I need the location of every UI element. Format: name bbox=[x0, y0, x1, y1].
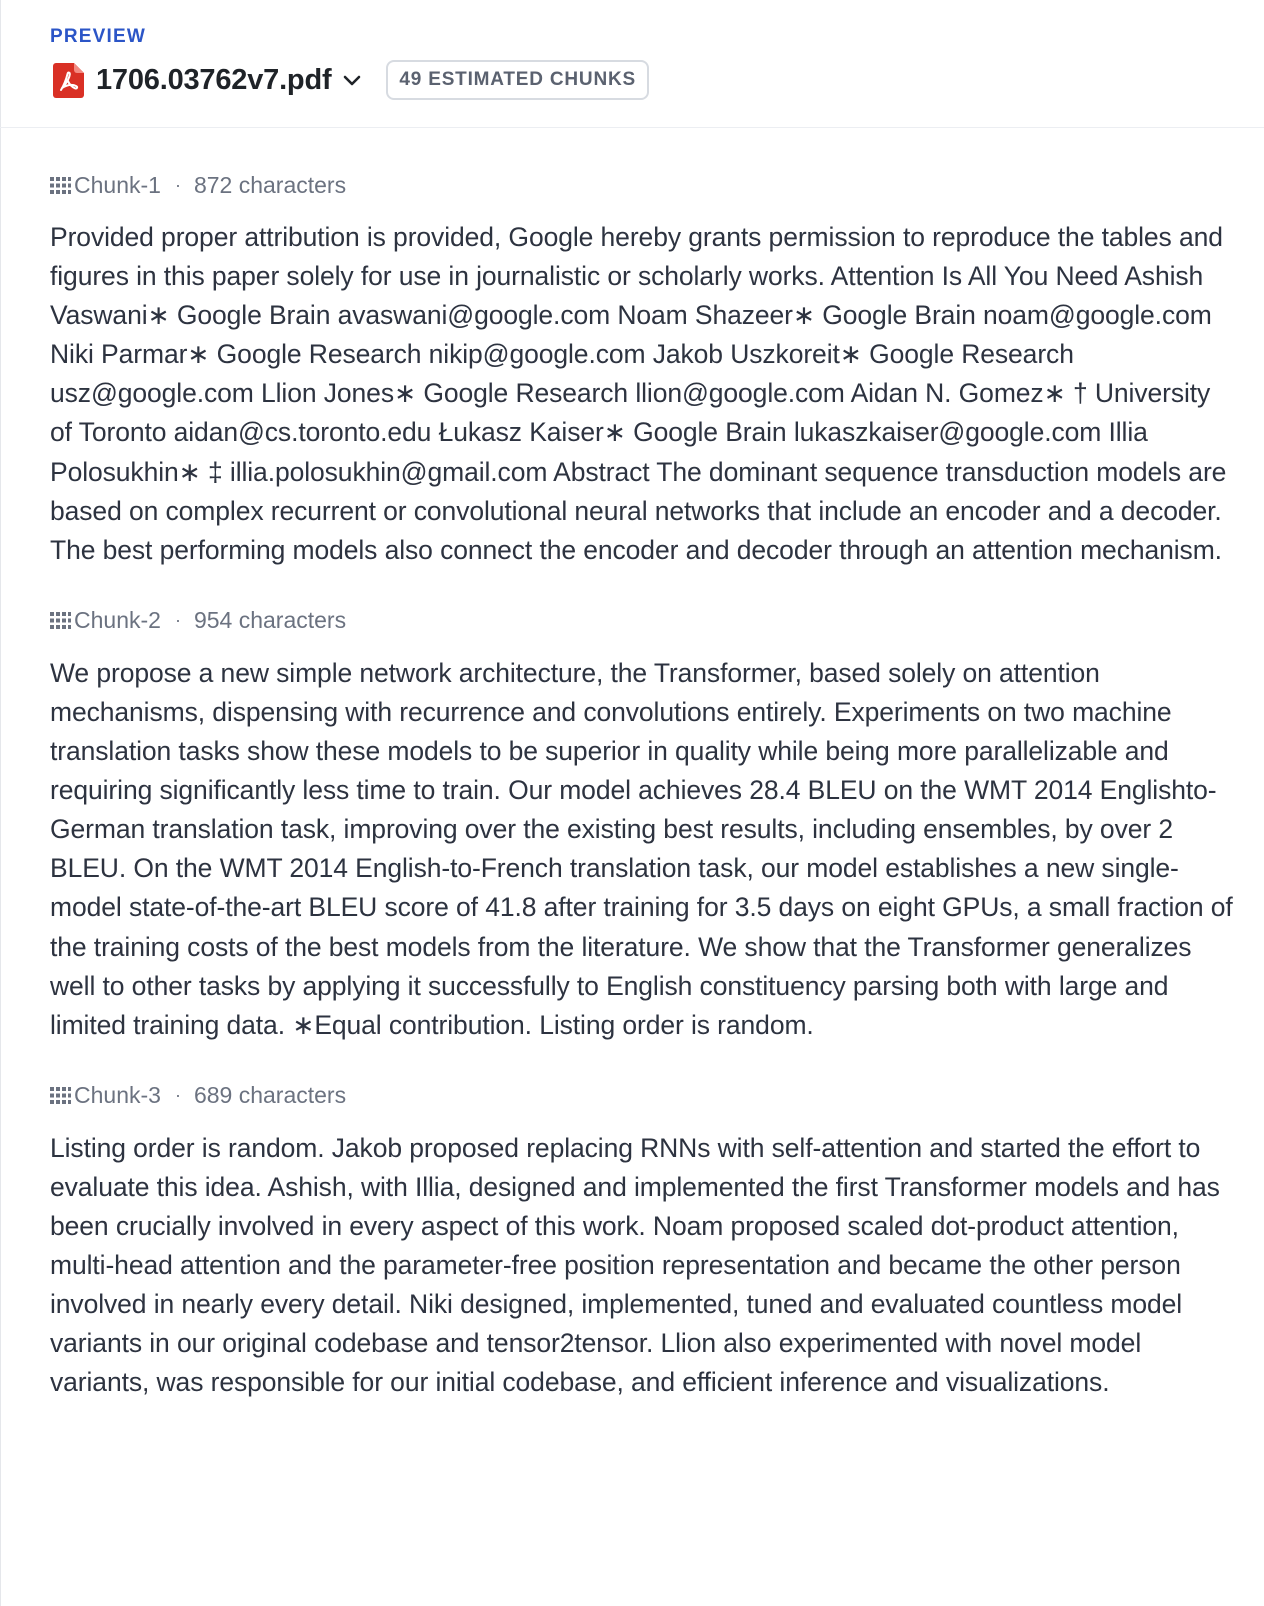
separator-dot: · bbox=[174, 610, 181, 631]
chunk-text: We propose a new simple network architecture, the Transformer, based solely on attention mechanisms, dispensing with recurrence and convolutions entirely. Experiments on two machine translation tasks show these models to be superior in quality while being more parallelizable and requiring significantly less time to train. Our model achieves 28.4 BLEU on the WMT 2014 Englishto-German translation task, improving over the existing best results, including ensembles, by over 2 BLEU. On the WMT 2014 English-to-French translation task, our model establishes a new single-model state-of-the-art BLEU score of 41.8 after training for 3.5 days on eight GPUs, a small fraction of the training costs of the best models from the literature. We show that the Transformer generalizes well to other tasks by applying it successfully to English constituency parsing both with large and limited training data. ∗Equal contribution. Listing order is random. bbox=[50, 657, 1233, 1040]
separator-dot: · bbox=[174, 1085, 181, 1106]
chunk-title: Chunk-3 bbox=[74, 1082, 161, 1109]
preview-header bbox=[0, 0, 1264, 128]
chunk-character-count: 954 characters bbox=[193, 607, 347, 634]
chunk-character-count: 872 characters bbox=[193, 171, 347, 198]
chunk-item bbox=[50, 606, 1234, 1045]
grid-dots-icon bbox=[50, 175, 71, 196]
chunk-meta bbox=[50, 606, 1234, 636]
chunk-item bbox=[50, 1081, 1234, 1403]
estimated-chunks-badge: 49 ESTIMATED CHUNKS bbox=[386, 60, 649, 100]
separator-dot: · bbox=[174, 174, 181, 195]
chunk-list bbox=[0, 128, 1264, 1402]
file-selector-row bbox=[53, 60, 649, 100]
grid-dots-icon bbox=[50, 610, 71, 631]
chunk-title: Chunk-2 bbox=[74, 607, 161, 634]
pdf-icon bbox=[53, 63, 84, 98]
chunk-item bbox=[50, 170, 1234, 570]
chunk-meta bbox=[50, 170, 1234, 200]
grid-dots-icon bbox=[50, 1085, 71, 1106]
chunk-text: Listing order is random. Jakob proposed replacing RNNs with self-attention and started the effort to evaluate this idea. Ashish, with Illia, designed and implemented the first Transformer models and has been crucially involved in every aspect of this work. Noam proposed scaled dot-product attention, multi-head attention and the parameter-free position representation and became the other person involved in nearly every detail. Niki designed, implemented, tuned and evaluated countless model variants in our original codebase and tensor2tensor. Llion also experimented with novel model variants, was responsible for our initial codebase, and efficient inference and visualizations. bbox=[50, 1132, 1220, 1398]
chevron-down-icon[interactable] bbox=[341, 69, 363, 91]
panel-left-border bbox=[0, 0, 1, 1606]
chunk-title: Chunk-1 bbox=[74, 171, 161, 198]
chunk-text: Provided proper attribution is provided, Google hereby grants permission to reproduce the tables and figures in this paper solely for use in journalistic or scholarly works. Attention Is All You Need Ashish Vaswani∗ Google Brain avaswani@google.com Noam Shazeer∗ Google Brain noam@google.com Niki Parmar∗ Google Research nikip@google.com Jakob Uszkoreit∗ Google Research usz@google.com Llion Jones∗ Google Research llion@google.com Aidan N. Gomez∗ † University of Toronto aidan@cs.toronto.edu Łukasz Kaiser∗ Google Brain lukaszkaiser@google.com Illia Polosukhin∗ ‡ illia.polosukhin@gmail.com Abstract The dominant sequence transduction models are based on complex recurrent or convolutional neural networks that include an encoder and a decoder. The best performing models also connect the encoder and decoder through an attention mechanism. bbox=[50, 222, 1227, 565]
section-label: PREVIEW bbox=[50, 26, 147, 47]
file-name[interactable]: 1706.03762v7.pdf bbox=[96, 63, 332, 96]
chunk-character-count: 689 characters bbox=[193, 1082, 347, 1109]
chunk-meta bbox=[50, 1081, 1234, 1111]
